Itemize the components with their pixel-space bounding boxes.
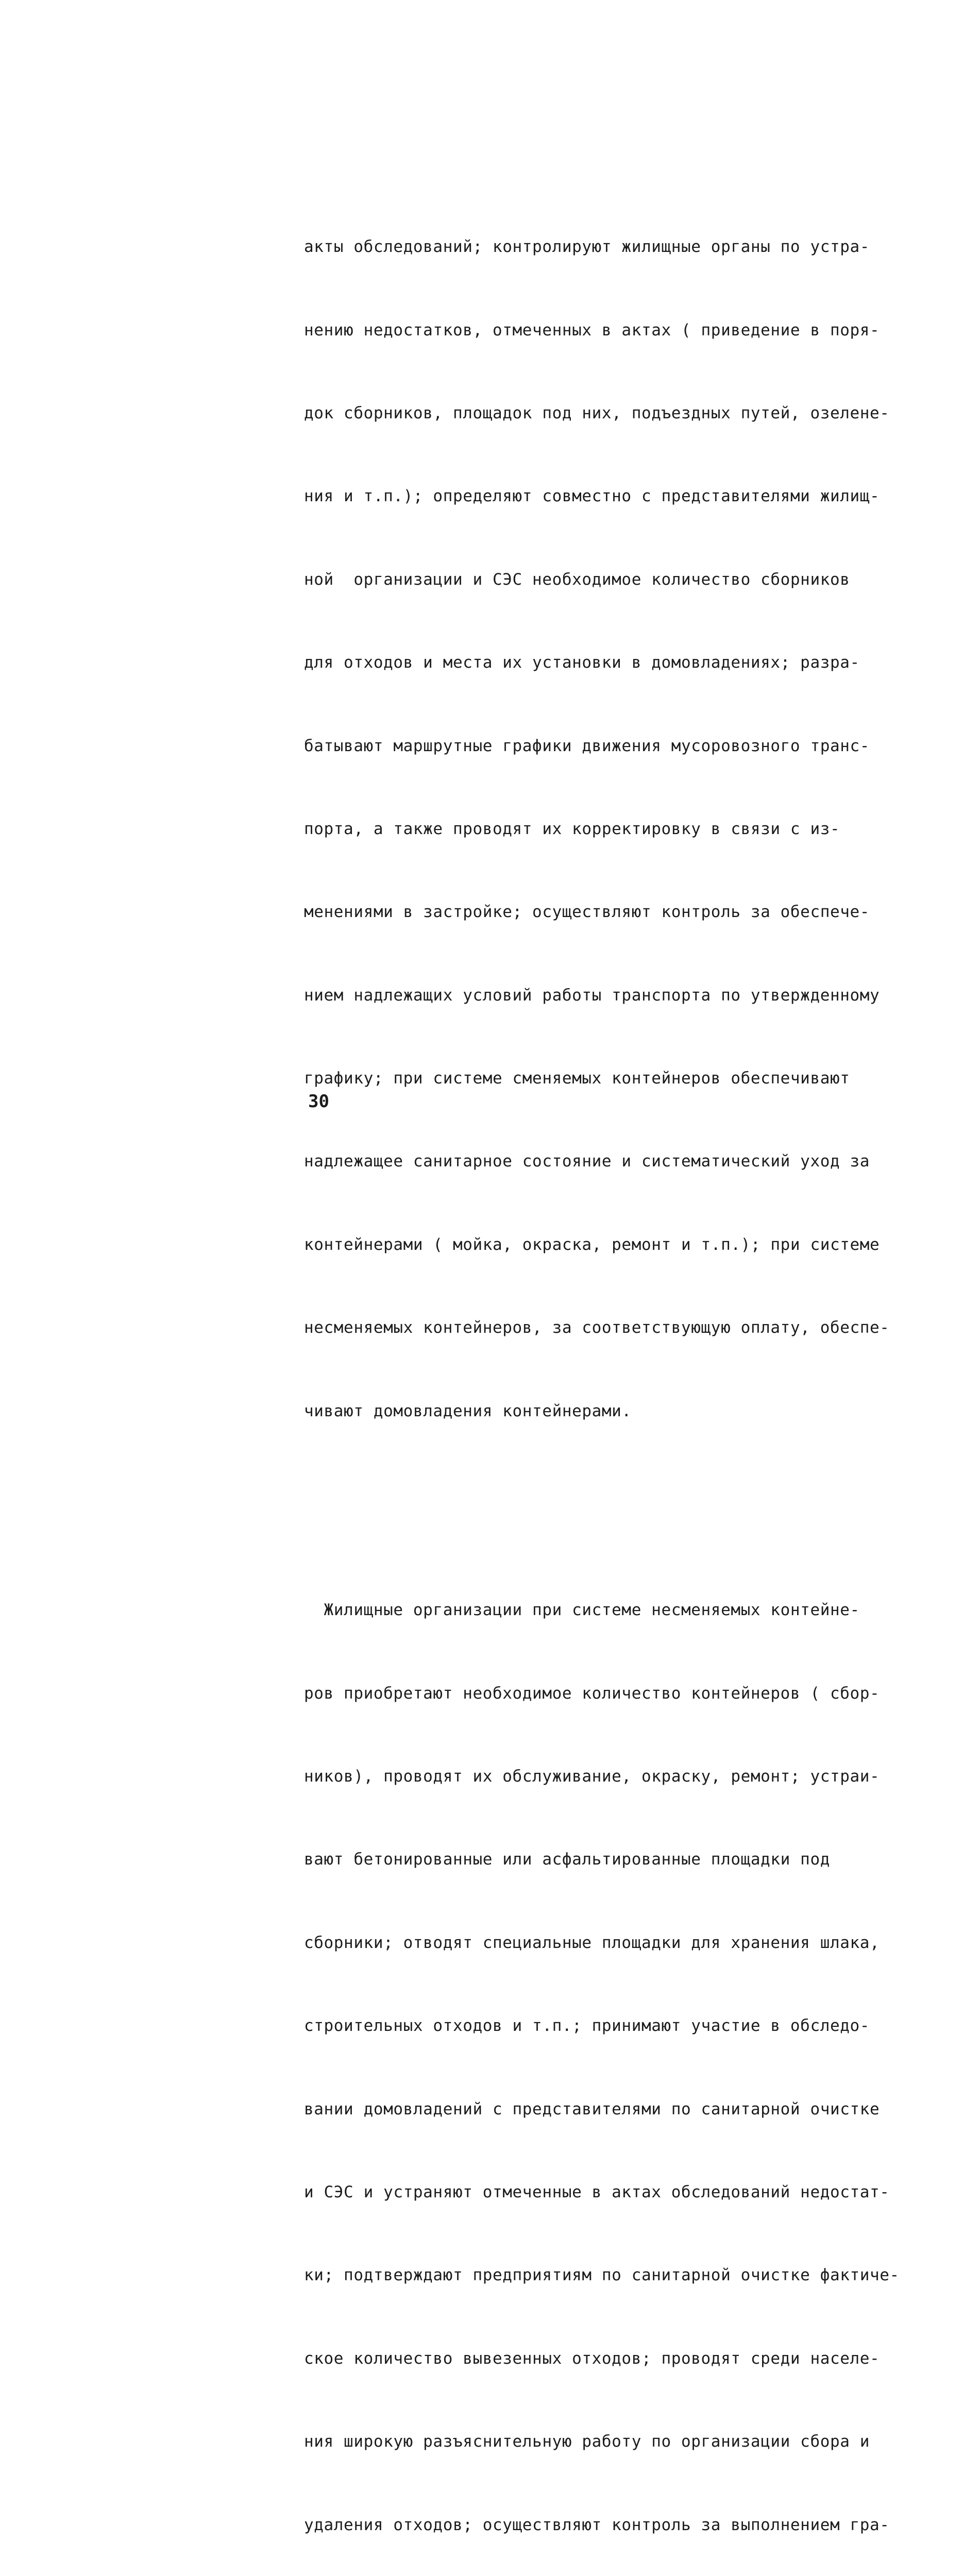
text-line: порта, а также проводят их корректировку в связи с из-	[304, 819, 840, 838]
text-line: вании домовладений с представителями по санитарной очистке	[304, 2099, 880, 2119]
text-line: Жилищные организации при системе несменяемых контейне-	[304, 1601, 860, 1620]
page-number: 30	[308, 1091, 329, 1112]
text-line: ки; подтверждают предприятиям по санитарной очистке фактиче-	[304, 2266, 900, 2285]
text-line: батывают маршрутные графики движения мусоровозного транс-	[304, 736, 870, 755]
text-line: док сборников, площадок под них, подъездных путей, озелене-	[304, 403, 890, 422]
text-line: менениями в застройке; осуществляют контроль за обеспече-	[304, 903, 870, 922]
text-line: чивают домовладения контейнерами.	[304, 1401, 632, 1420]
paragraph-2	[304, 1541, 943, 2576]
text-line: сборники; отводят специальные площадки для хранения шлака,	[304, 1933, 880, 1952]
text-line: ния и т.п.); определяют совместно с представителями жилищ-	[304, 487, 880, 506]
text-line: для отходов и места их установки в домовладениях; разра-	[304, 653, 860, 672]
text-line: контейнерами ( мойка, окраска, ремонт и т.п.); при системе	[304, 1235, 880, 1254]
text-line: вают бетонированные или асфальтированные площадки под	[304, 1850, 830, 1869]
body-text	[304, 123, 943, 2576]
text-line: строительных отходов и т.п.; принимают участие в обследо-	[304, 2016, 870, 2036]
text-line: ское количество вывезенных отходов; проводят среди населе-	[304, 2349, 880, 2368]
text-line: нению недостатков, отмеченных в актах ( приведение в поря-	[304, 320, 880, 340]
text-line: графику; при системе сменяемых контейнеров обеспечивают	[304, 1069, 850, 1088]
text-line: ников), проводят их обслуживание, окраску, ремонт; устраи-	[304, 1767, 880, 1786]
text-line: нием надлежащих условий работы транспорта по утвержденному	[304, 986, 880, 1005]
text-line: и СЭС и устраняют отмеченные в актах обследований недостат-	[304, 2182, 890, 2201]
text-line: ров приобретают необходимое количество контейнеров ( сбор-	[304, 1684, 880, 1703]
text-line: ния широкую разъяснительную работу по организации сбора и	[304, 2432, 870, 2451]
text-line: удаления отходов; осуществляют контроль за выполнением гра-	[304, 2515, 890, 2534]
text-line: ной организации и СЭС необходимое количество сборников	[304, 570, 850, 589]
text-line: акты обследований; контролируют жилищные органы по устра-	[304, 238, 870, 257]
text-line: несменяемых контейнеров, за соответствующую оплату, обеспе-	[304, 1318, 890, 1337]
text-line: надлежащее санитарное состояние и систематический уход за	[304, 1152, 870, 1171]
paragraph-1	[304, 178, 943, 1481]
